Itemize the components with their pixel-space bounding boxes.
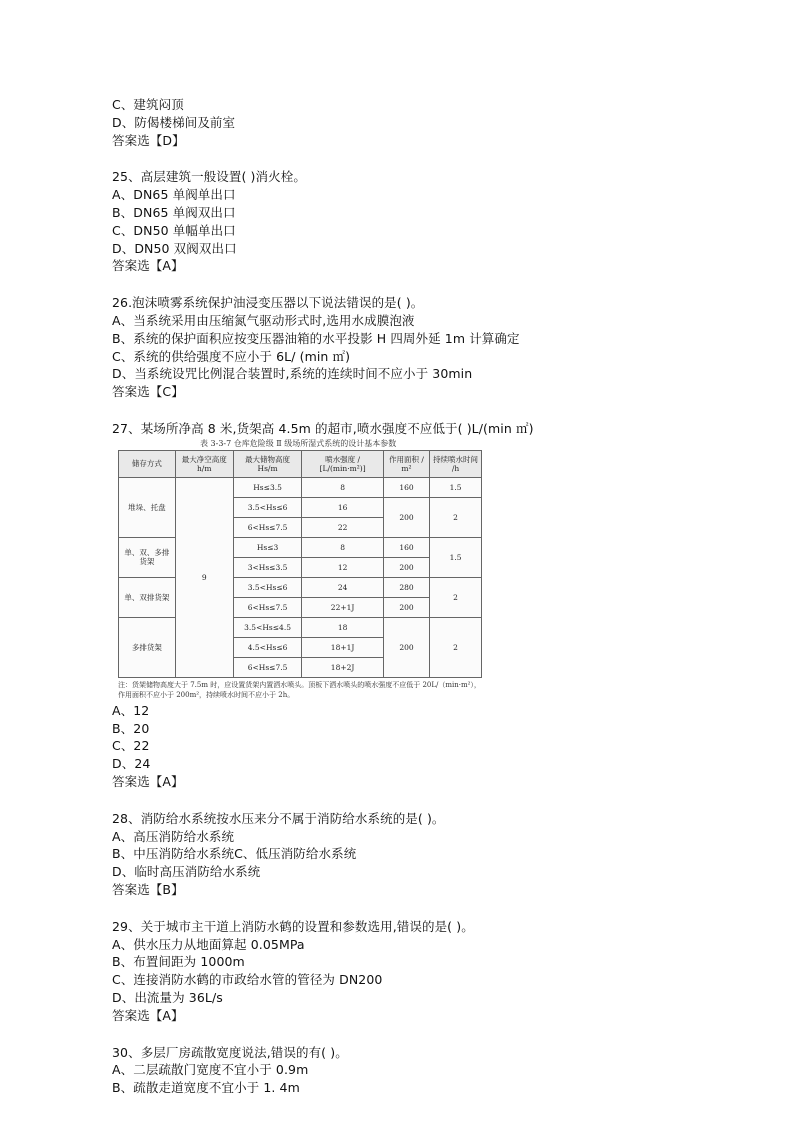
option-d: D、出流量为 36L/s bbox=[112, 989, 223, 1005]
storage-height-cell: 3.5<Hs≤6 bbox=[233, 497, 302, 517]
document-page bbox=[112, 96, 712, 1097]
answer-line: 答案选【C】 bbox=[112, 384, 184, 400]
header-cell: 作用面积 / m² bbox=[383, 450, 429, 477]
question-26 bbox=[112, 294, 712, 401]
option-d: D、防偈楼梯间及前室 bbox=[112, 114, 236, 130]
option-a: A、二层疏散门宽度不宜小于 0.9m bbox=[112, 1062, 309, 1078]
option-b: B、系统的保护面积应按变压器油箱的水平投影 H 四周外延 1m 计算确定 bbox=[112, 330, 520, 346]
option-d: D、临时高压消防给水系统 bbox=[112, 864, 261, 880]
spray-intensity-cell: 18+2J bbox=[302, 657, 383, 677]
question-24-tail bbox=[112, 96, 712, 149]
option-d: D、当系统设咒比例混合装置时,系统的连续时间不应小于 30min bbox=[112, 366, 473, 382]
area-cell: 280 bbox=[383, 577, 429, 597]
option-a: A、高压消防给水系统 bbox=[112, 828, 235, 844]
design-parameter-table bbox=[118, 450, 482, 678]
header-cell: 最大净空高度 h/m bbox=[175, 450, 233, 477]
storage-method-cell: 单、双排货架 bbox=[119, 577, 176, 617]
answer-line: 答案选【A】 bbox=[112, 773, 184, 789]
duration-cell: 2 bbox=[430, 497, 482, 537]
storage-height-cell: 3.5<Hs≤4.5 bbox=[233, 617, 302, 637]
header-cell: 储存方式 bbox=[119, 450, 176, 477]
figure-caption: 表 3-3-7 仓库危险级 Ⅱ 级场所湿式系统的设计基本参数 bbox=[200, 438, 397, 448]
option-a: A、DN65 单阀单出口 bbox=[112, 187, 236, 203]
question-text: 27、某场所净高 8 米,货架高 4.5m 的超市,喷水强度不应低于( )L/(min ㎡) bbox=[112, 420, 534, 436]
area-cell: 160 bbox=[383, 477, 429, 497]
question-25 bbox=[112, 168, 712, 275]
area-cell: 200 bbox=[383, 617, 429, 677]
storage-height-cell: Hs≤3 bbox=[233, 537, 302, 557]
area-cell: 160 bbox=[383, 537, 429, 557]
option-b: B、疏散走道宽度不宜小于 1. 4m bbox=[112, 1080, 300, 1096]
area-cell: 200 bbox=[383, 557, 429, 577]
table-row bbox=[119, 617, 482, 637]
option-c: C、22 bbox=[112, 738, 150, 754]
area-cell: 200 bbox=[383, 497, 429, 537]
question-text: 26.泡沫喷雾系统保护油浸变压器以下说法错误的是( )。 bbox=[112, 295, 424, 311]
storage-method-cell: 单、双、多排货架 bbox=[119, 537, 176, 577]
question-text: 25、高层建筑一般设置( )消火栓。 bbox=[112, 169, 306, 185]
table-header-row bbox=[119, 450, 482, 477]
storage-method-cell: 堆垛、托盘 bbox=[119, 477, 176, 537]
option-b: B、中压消防给水系统C、低压消防给水系统 bbox=[112, 846, 357, 862]
question-text: 28、消防给水系统按水压来分不属于消防给水系统的是( )。 bbox=[112, 810, 445, 826]
spray-intensity-cell: 12 bbox=[302, 557, 383, 577]
storage-height-cell: 3.5<Hs≤6 bbox=[233, 577, 302, 597]
table-footnote: 注：货架储物高度大于 7.5m 时，应设置货架内置洒水喷头。顶板下洒水喷头的喷水强度不应低于 20L/（min·m²），作用面积不应小于 200m²，持续喷水时间不应小于 2h。 bbox=[118, 680, 481, 699]
option-a: A、当系统采用由压缩氮气驱动形式时,选用水成膜泡液 bbox=[112, 312, 415, 328]
answer-line: 答案选【B】 bbox=[112, 881, 184, 897]
storage-height-cell: 6<Hs≤7.5 bbox=[233, 657, 302, 677]
question-30 bbox=[112, 1044, 712, 1097]
duration-cell: 1.5 bbox=[430, 477, 482, 497]
header-cell: 最大储物高度 Hs/m bbox=[233, 450, 302, 477]
option-d: D、DN50 双阀双出口 bbox=[112, 240, 237, 256]
option-d: D、24 bbox=[112, 756, 151, 772]
area-cell: 200 bbox=[383, 597, 429, 617]
option-c: C、DN50 单幅单出口 bbox=[112, 222, 236, 238]
question-text: 29、关于城市主干道上消防水鹤的设置和参数选用,错误的是( )。 bbox=[112, 918, 474, 934]
storage-method-cell: 多排货架 bbox=[119, 617, 176, 677]
option-c: C、建筑闷顶 bbox=[112, 97, 184, 112]
question-text: 30、多层厂房疏散宽度说法,错误的有( )。 bbox=[112, 1044, 348, 1060]
spray-intensity-cell: 8 bbox=[302, 477, 383, 497]
option-c: C、系统的供给强度不应小于 6L/ (min ㎡) bbox=[112, 348, 351, 364]
header-cell: 持续喷水时间 /h bbox=[430, 450, 482, 477]
option-b: B、布置间距为 1000m bbox=[112, 954, 245, 970]
parameter-table-figure bbox=[112, 438, 712, 700]
option-a: A、供水压力从地面算起 0.05MPa bbox=[112, 936, 305, 952]
storage-height-cell: Hs≤3.5 bbox=[233, 477, 302, 497]
spray-intensity-cell: 24 bbox=[302, 577, 383, 597]
spray-intensity-cell: 18+1J bbox=[302, 637, 383, 657]
option-a: A、12 bbox=[112, 702, 150, 718]
storage-height-cell: 6<Hs≤7.5 bbox=[233, 597, 302, 617]
table-row bbox=[119, 577, 482, 597]
spray-intensity-cell: 16 bbox=[302, 497, 383, 517]
table-row bbox=[119, 477, 482, 497]
spray-intensity-cell: 18 bbox=[302, 617, 383, 637]
spray-intensity-cell: 22+1J bbox=[302, 597, 383, 617]
question-29 bbox=[112, 918, 712, 1025]
duration-cell: 2 bbox=[430, 617, 482, 677]
storage-height-cell: 4.5<Hs≤6 bbox=[233, 637, 302, 657]
option-b: B、DN65 单阀双出口 bbox=[112, 204, 236, 220]
option-b: B、20 bbox=[112, 720, 150, 736]
spray-intensity-cell: 8 bbox=[302, 537, 383, 557]
spray-intensity-cell: 22 bbox=[302, 517, 383, 537]
option-c: C、连接消防水鹤的市政给水管的管径为 DN200 bbox=[112, 972, 383, 988]
header-cell: 喷水强度 / [L/(min·m²)] bbox=[302, 450, 383, 477]
storage-height-cell: 6<Hs≤7.5 bbox=[233, 517, 302, 537]
question-28 bbox=[112, 810, 712, 899]
storage-height-cell: 3<Hs≤3.5 bbox=[233, 557, 302, 577]
answer-line: 答案选【A】 bbox=[112, 258, 184, 274]
table-row bbox=[119, 537, 482, 557]
duration-cell: 1.5 bbox=[430, 537, 482, 577]
max-clear-height-cell: 9 bbox=[175, 477, 233, 677]
answer-line: 答案选【A】 bbox=[112, 1007, 184, 1023]
question-27 bbox=[112, 420, 712, 791]
answer-line: 答案选【D】 bbox=[112, 132, 185, 148]
duration-cell: 2 bbox=[430, 577, 482, 617]
